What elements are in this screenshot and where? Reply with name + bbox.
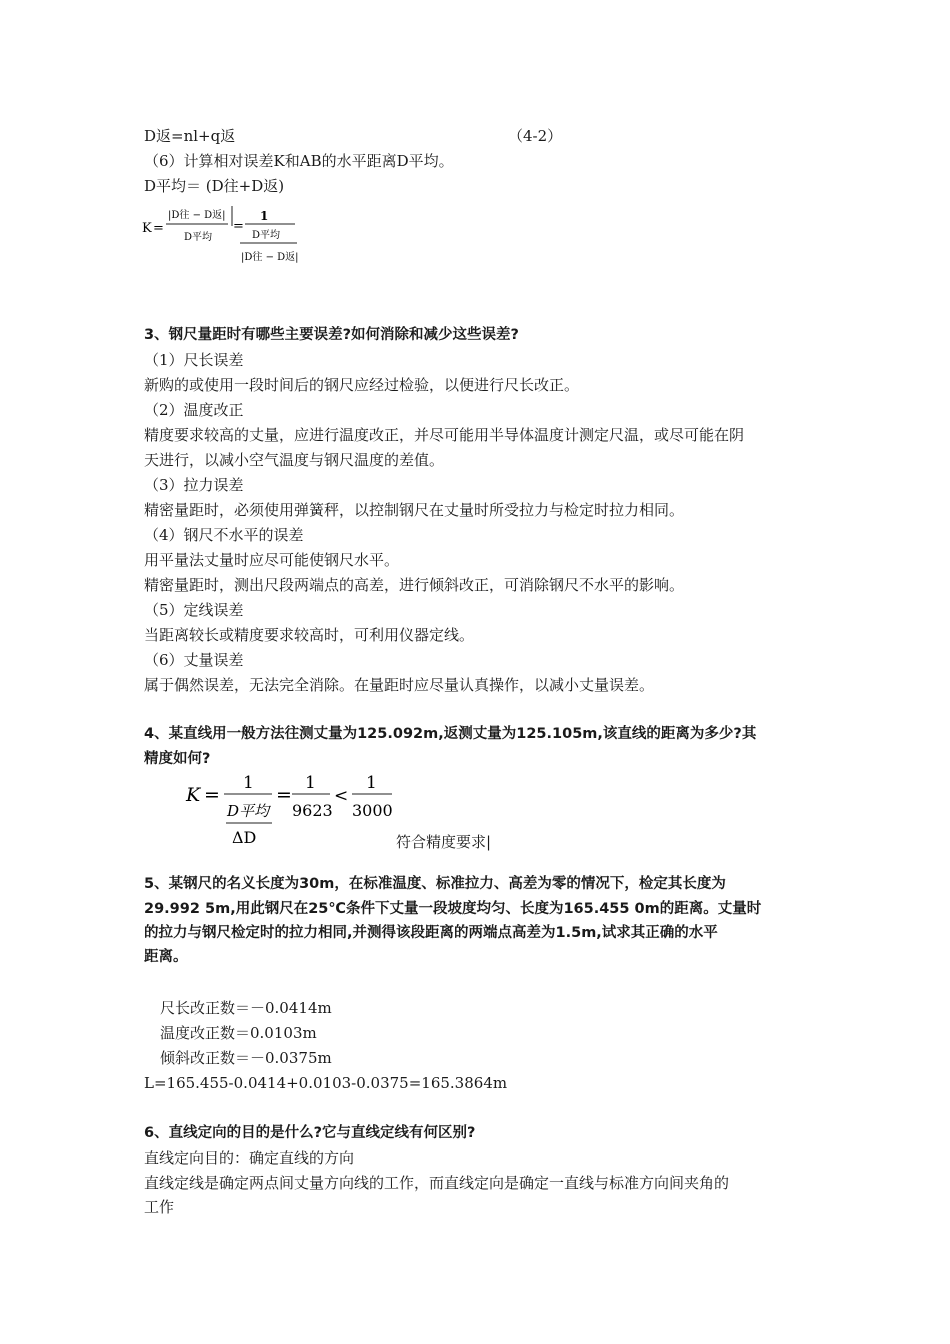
- q3-line: 用平量法丈量时应尽可能使钢尺水平。: [144, 551, 400, 569]
- step-6-text: （6）计算相对误差K和AB的水平距离D平均。: [144, 152, 454, 170]
- q3-line: 精度要求较高的丈量，应进行温度改正，并尽可能用半导体温度计测定尺温，或尽可能在阴: [144, 426, 745, 444]
- q3-line: （5）定线误差: [144, 601, 244, 619]
- less-than-sign: <: [334, 786, 349, 806]
- inner-difference: |D往 − D返|: [241, 252, 299, 263]
- q6-line: 工作: [144, 1198, 175, 1216]
- one-numerator-2: 1: [305, 773, 316, 793]
- d-average-formula: D平均＝ (D往+D返): [144, 177, 285, 195]
- equals-sign-2: =: [233, 219, 244, 234]
- q3-line: （4）钢尺不水平的误差: [144, 526, 304, 544]
- one-numerator: 1: [243, 773, 254, 793]
- numerator-difference: |D往 − D返|: [168, 210, 226, 221]
- q3-line: （6）丈量误差: [144, 651, 244, 669]
- d-average: D平均: [227, 802, 270, 820]
- q6-line: 直线定向目的：确定直线的方向: [144, 1149, 355, 1167]
- one-numerator-3: 1: [366, 773, 377, 793]
- k-ratio-formula: [140, 200, 310, 270]
- one-numerator: 1: [260, 209, 269, 223]
- question-5-title-line-4: 距离。: [144, 949, 188, 965]
- question-4-title-line-1: 4、某直线用一般方法往测丈量为125.092m,返测丈量为125.105m,该直线的距离为多少?其: [144, 726, 757, 742]
- answer-temperature-correction: 温度改正数＝0.0103m: [160, 1024, 317, 1042]
- denominator-d-average: D平均: [184, 232, 213, 243]
- equation-number: （4-2）: [508, 127, 563, 145]
- question-5-title-line-3: 的拉力与钢尺检定时的拉力相同,并测得该段距离的两端点高差为1.5m,试求其正确的水平: [144, 925, 718, 941]
- q3-line: （1）尺长误差: [144, 351, 244, 369]
- q3-line: 精密量距时，测出尺段两端点的高差，进行倾斜改正，可消除钢尺不水平的影响。: [144, 576, 685, 594]
- q3-line: 当距离较长或精度要求较高时，可利用仪器定线。: [144, 626, 475, 644]
- k-symbol: K: [186, 784, 201, 806]
- q3-line: 新购的或使用一段时间后的钢尺应经过检验，以便进行尺长改正。: [144, 376, 580, 394]
- answer-final-length: L=165.455-0.0414+0.0103-0.0375=165.3864m: [144, 1074, 508, 1092]
- answer-tilt-correction: 倾斜改正数＝－0.0375m: [160, 1049, 332, 1067]
- equals-sign: =: [153, 221, 164, 236]
- precision-formula: [180, 768, 410, 848]
- q3-line: 天进行，以减小空气温度与钢尺温度的差值。: [144, 451, 445, 469]
- question-3-title: 3、钢尺量距时有哪些主要误差?如何消除和减少这些误差?: [144, 327, 519, 343]
- q3-line: 属于偶然误差，无法完全消除。在量距时应尽量认真操作，以减小丈量误差。: [144, 676, 655, 694]
- q3-line: （3）拉力误差: [144, 476, 244, 494]
- answer-length-correction: 尺长改正数＝－0.0414m: [160, 999, 332, 1017]
- delta-d: ΔD: [232, 828, 257, 847]
- equals-sign: =: [204, 784, 220, 806]
- inner-d-average: D平均: [252, 230, 281, 241]
- k-symbol: K: [142, 221, 152, 236]
- denominator-3000: 3000: [352, 801, 393, 820]
- d-back-formula: D返=nl+q返: [144, 127, 236, 145]
- q3-line: （2）温度改正: [144, 401, 244, 419]
- denominator-9623: 9623: [292, 801, 333, 820]
- question-4-title-line-2: 精度如何?: [144, 751, 211, 767]
- question-6-title: 6、直线定向的目的是什么?它与直线定线有何区别?: [144, 1125, 476, 1141]
- precision-conclusion: 符合精度要求|: [396, 833, 492, 851]
- question-5-title-line-1: 5、某钢尺的名义长度为30m，在标准温度、标准拉力、高差为零的情况下，检定其长度为: [144, 876, 726, 892]
- equals-sign-2: =: [276, 784, 292, 806]
- question-5-title-line-2: 29.992 5m,用此钢尺在25℃条件下丈量一段坡度均匀、长度为165.455 0m的距离。丈量时: [144, 901, 762, 917]
- q6-line: 直线定线是确定两点间丈量方向线的工作，而直线定向是确定一直线与标准方向间夹角的: [144, 1174, 730, 1192]
- q3-line: 精密量距时，必须使用弹簧秤，以控制钢尺在丈量时所受拉力与检定时拉力相同。: [144, 501, 685, 519]
